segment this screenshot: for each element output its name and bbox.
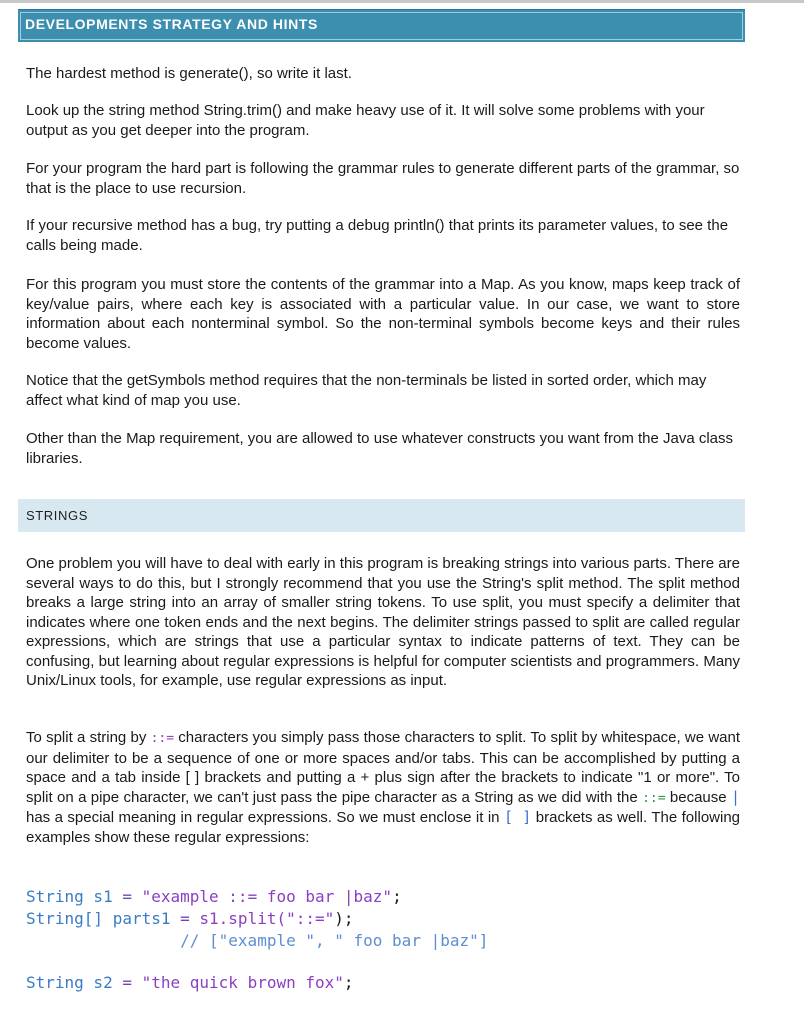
section-title: DEVELOPMENTS STRATEGY AND HINTS <box>25 16 318 32</box>
code-line <box>26 908 354 929</box>
inline-code: ::= <box>150 731 175 746</box>
paragraph: The hardest method is generate(), so write it last. <box>26 65 352 82</box>
code-ident: s1 <box>83 887 123 906</box>
text: because <box>665 788 731 806</box>
paragraph-regex <box>26 728 740 847</box>
code-indent <box>26 931 180 950</box>
code-comment: // ["example ", " foo bar |baz"] <box>180 931 489 950</box>
code-type: String <box>26 887 84 906</box>
text: has a special meaning in regular expressions. So we must enclose it in <box>26 809 504 826</box>
paragraph: Notice that the getSymbols method requires that the non-terminals be listed in sorted order, which may affect what kind of map you use. <box>26 372 707 409</box>
text: brackets as well. The following examples show these regular expressions: <box>26 809 741 846</box>
code-type: String[] <box>26 909 104 928</box>
code-punct: ; <box>343 973 354 992</box>
code-operator: = <box>122 887 132 906</box>
section-header-developments <box>18 9 745 42</box>
code-operator: = <box>180 909 190 928</box>
code-line <box>26 886 402 907</box>
text: To split a string by <box>26 729 151 746</box>
paragraph: Other than the Map requirement, you are allowed to use whatever constructs you want from the Java class libraries. <box>26 430 734 467</box>
code-line <box>26 972 354 993</box>
paragraph: For this program you must store the contents of the grammar into a Map. As you know, maps keep track of key/value pairs, where each key is associated with a particular value. In our case, we want to store information about each nonterminal symbol. So the non-terminal symbols become keys and their rules become values. <box>26 276 740 352</box>
code-line <box>26 930 488 951</box>
paragraph: For your program the hard part is following the grammar rules to generate different parts of the grammar, so that is the place to use recursion. <box>26 160 740 197</box>
code-ident: parts1 <box>103 909 181 928</box>
text: characters you simply pass those characters to split. To split by whitespace, we want our delimiter to be a sequence of one or more spaces and/or tabs. This can be accomplished by putting a space and a tab inside [ ] brackets and putting a + plus sign after the brackets to indicate "1 or more". To split on a pipe character, we can't just pass the pipe character as a String as we did with the <box>26 729 741 806</box>
inline-code: ::= <box>642 790 666 806</box>
code-string: "example ::= foo bar |baz" <box>131 887 393 906</box>
code-punct: ); <box>334 909 354 928</box>
paragraph: One problem you will have to deal with early in this program is breaking strings into various parts. There are several ways to do this, but I strongly recommend that you use the String's split method. The split method breaks a large string into an array of smaller string tokens. To use split, you must specify a delimiter that indicates where one token ends and the next begins. The delimiter strings passed to split are called regular expressions, which are strings that use a particular syntax to indicate patterns of text. They can be confusing, but learning about regular expressions is helpful for computer scientists and programmers. Many Unix/Linux tools, for example, use regular expressions as input. <box>26 555 740 689</box>
code-string: "the quick brown fox" <box>131 973 344 992</box>
paragraph: If your recursive method has a bug, try putting a debug println() that prints its parameter values, to see the calls being made. <box>26 217 729 254</box>
inline-code-pipe: | <box>730 787 740 806</box>
section-title: STRINGS <box>26 508 88 523</box>
top-border <box>0 0 804 3</box>
paragraph: Look up the string method String.trim() and make heavy use of it. It will solve some problems with your output as you get deeper into the program. <box>26 102 705 139</box>
code-ident: s2 <box>83 973 123 992</box>
inline-code-brackets: [ ] <box>503 808 532 826</box>
code-type: String <box>26 973 84 992</box>
code-string: "::=" <box>286 909 335 928</box>
code-punct: ; <box>392 887 402 906</box>
code-operator: = <box>122 973 132 992</box>
section-header-strings <box>18 499 745 532</box>
code-call: s1.split( <box>189 909 287 928</box>
